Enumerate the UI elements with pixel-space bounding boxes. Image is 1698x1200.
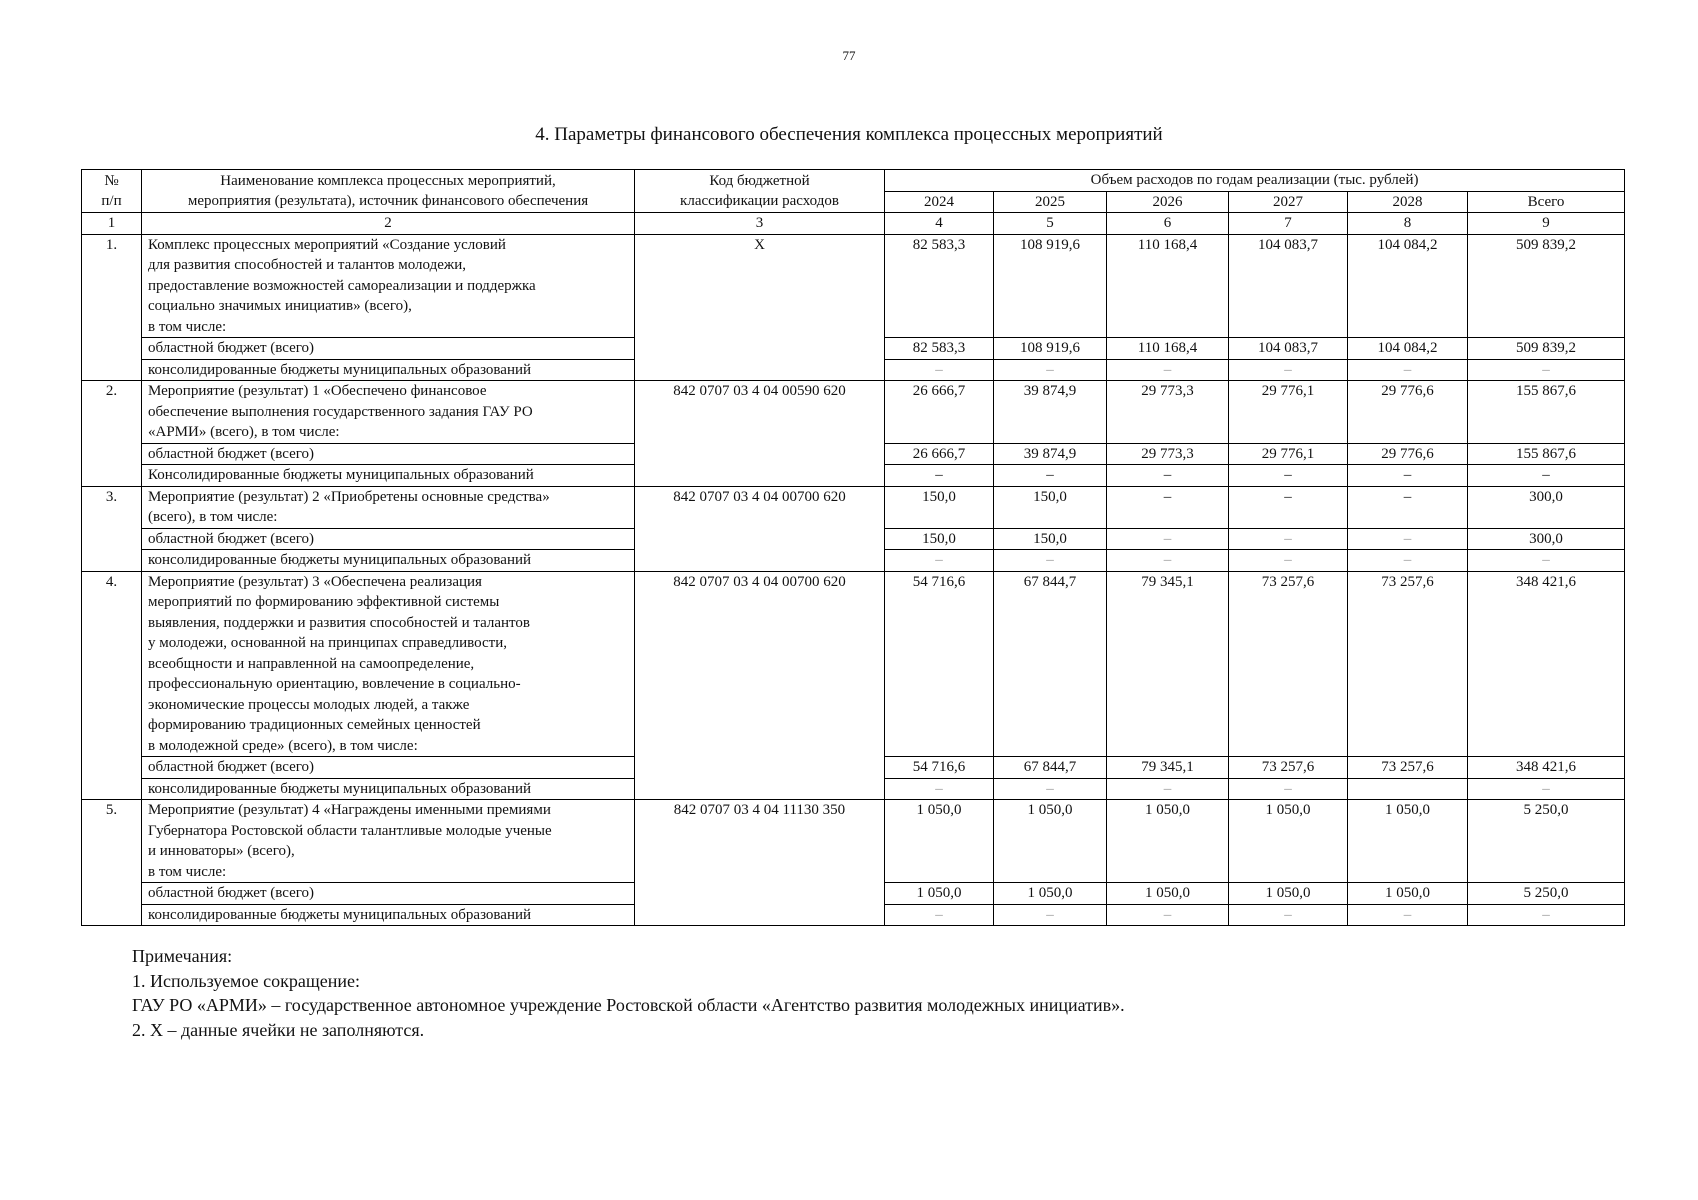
value-cell: – xyxy=(885,359,994,381)
value-cell: – xyxy=(994,550,1107,572)
value-cell: – xyxy=(1107,778,1229,800)
value-cell: – xyxy=(1348,904,1468,926)
value-cell: 104 083,7 xyxy=(1229,234,1348,338)
value-cell: – xyxy=(1348,359,1468,381)
column-number: 6 xyxy=(1107,213,1229,235)
total-cell: 348 421,6 xyxy=(1468,757,1625,779)
value-cell: 110 168,4 xyxy=(1107,234,1229,338)
column-number: 2 xyxy=(142,213,635,235)
value-cell: – xyxy=(1229,904,1348,926)
value-cell: – xyxy=(1229,465,1348,487)
value-cell: 1 050,0 xyxy=(994,800,1107,883)
budget-code: 842 0707 03 4 04 00700 620 xyxy=(635,571,885,800)
notes xyxy=(132,944,1582,1042)
note-item: 2. Х – данные ячейки не заполняются. xyxy=(132,1019,425,1040)
budget-code: 842 0707 03 4 04 00590 620 xyxy=(635,381,885,487)
value-cell: – xyxy=(1107,465,1229,487)
funding-source: областной бюджет (всего) xyxy=(142,338,635,360)
row-number: 1. xyxy=(82,234,142,381)
value-cell: 150,0 xyxy=(994,486,1107,528)
column-number: 1 xyxy=(82,213,142,235)
value-cell: 67 844,7 xyxy=(994,571,1107,757)
value-cell: 29 776,1 xyxy=(1229,443,1348,465)
value-cell: 39 874,9 xyxy=(994,381,1107,444)
header-year: 2024 xyxy=(885,191,994,213)
column-number: 8 xyxy=(1348,213,1468,235)
value-cell: – xyxy=(1229,550,1348,572)
header-code: Код бюджетной классификации расходов xyxy=(635,170,885,213)
value-cell: 104 084,2 xyxy=(1348,338,1468,360)
value-cell xyxy=(1348,778,1468,800)
value-cell: 29 773,3 xyxy=(1107,443,1229,465)
value-cell: 108 919,6 xyxy=(994,338,1107,360)
value-cell: 29 776,6 xyxy=(1348,381,1468,444)
total-cell: – xyxy=(1468,550,1625,572)
budget-code: Х xyxy=(635,234,885,381)
funding-source: областной бюджет (всего) xyxy=(142,528,635,550)
value-cell: 54 716,6 xyxy=(885,571,994,757)
note-item: 1. Используемое сокращение: xyxy=(132,970,360,991)
value-cell: – xyxy=(1348,465,1468,487)
total-cell: 5 250,0 xyxy=(1468,883,1625,905)
activity-name: Мероприятие (результат) 2 «Приобретены основные средства» (всего), в том числе: xyxy=(142,486,635,528)
table-row xyxy=(82,571,1625,757)
value-cell: – xyxy=(1348,550,1468,572)
value-cell: 73 257,6 xyxy=(1229,571,1348,757)
value-cell: 73 257,6 xyxy=(1348,757,1468,779)
table-row xyxy=(82,381,1625,444)
value-cell: – xyxy=(994,359,1107,381)
value-cell: 1 050,0 xyxy=(1229,883,1348,905)
value-cell: – xyxy=(885,465,994,487)
total-cell: 509 839,2 xyxy=(1468,338,1625,360)
funding-source: консолидированные бюджеты муниципальных образований xyxy=(142,550,635,572)
value-cell: 54 716,6 xyxy=(885,757,994,779)
value-cell: 73 257,6 xyxy=(1229,757,1348,779)
total-cell: – xyxy=(1468,359,1625,381)
total-cell: 509 839,2 xyxy=(1468,234,1625,338)
budget-code: 842 0707 03 4 04 00700 620 xyxy=(635,486,885,571)
value-cell: 1 050,0 xyxy=(1107,800,1229,883)
header-num: № п/п xyxy=(82,170,142,213)
notes-heading: Примечания: xyxy=(132,946,233,966)
page-number: 77 xyxy=(842,48,856,63)
value-cell: 39 874,9 xyxy=(994,443,1107,465)
budget-code: 842 0707 03 4 04 11130 350 xyxy=(635,800,885,926)
value-cell: 150,0 xyxy=(885,486,994,528)
column-number-row xyxy=(82,213,1625,235)
column-number: 7 xyxy=(1229,213,1348,235)
row-number: 3. xyxy=(82,486,142,571)
header-year: 2026 xyxy=(1107,191,1229,213)
funding-source: областной бюджет (всего) xyxy=(142,443,635,465)
total-cell: – xyxy=(1468,778,1625,800)
note-item: ГАУ РО «АРМИ» – государственное автономное учреждение Ростовской области «Агентство развития молодежных инициатив». xyxy=(132,995,1125,1015)
funding-source: консолидированные бюджеты муниципальных образований xyxy=(142,359,635,381)
header-year: 2025 xyxy=(994,191,1107,213)
value-cell: – xyxy=(1107,359,1229,381)
value-cell: 79 345,1 xyxy=(1107,757,1229,779)
activity-name: Мероприятие (результат) 4 «Награждены именными премиями Губернатора Ростовской области талантливые молодые ученые и инноваторы» (всего), в том числе: xyxy=(142,800,635,883)
total-cell: 155 867,6 xyxy=(1468,381,1625,444)
value-cell: – xyxy=(994,778,1107,800)
column-number: 3 xyxy=(635,213,885,235)
total-cell: 348 421,6 xyxy=(1468,571,1625,757)
value-cell: 82 583,3 xyxy=(885,234,994,338)
value-cell: – xyxy=(1348,486,1468,528)
activity-name: Комплекс процессных мероприятий «Создание условий для развития способностей и талантов молодежи, предоставление возможностей самореализации и поддержка социально значимых инициатив» (всего), в том числе: xyxy=(142,234,635,338)
total-cell: – xyxy=(1468,904,1625,926)
table-row xyxy=(82,800,1625,883)
value-cell: 1 050,0 xyxy=(994,883,1107,905)
table-row xyxy=(82,486,1625,528)
value-cell: – xyxy=(1229,528,1348,550)
value-cell: 1 050,0 xyxy=(1107,883,1229,905)
value-cell: – xyxy=(994,904,1107,926)
value-cell: 1 050,0 xyxy=(885,883,994,905)
value-cell: – xyxy=(885,904,994,926)
value-cell: – xyxy=(885,778,994,800)
value-cell: – xyxy=(1229,486,1348,528)
value-cell: 73 257,6 xyxy=(1348,571,1468,757)
total-cell: 5 250,0 xyxy=(1468,800,1625,883)
funding-source: областной бюджет (всего) xyxy=(142,757,635,779)
financing-table xyxy=(81,169,1625,926)
value-cell: – xyxy=(885,550,994,572)
value-cell: 150,0 xyxy=(994,528,1107,550)
value-cell: – xyxy=(1107,528,1229,550)
value-cell: 1 050,0 xyxy=(885,800,994,883)
value-cell: – xyxy=(1107,904,1229,926)
funding-source: Консолидированные бюджеты муниципальных образований xyxy=(142,465,635,487)
value-cell: – xyxy=(1107,486,1229,528)
value-cell: 29 776,1 xyxy=(1229,381,1348,444)
value-cell: – xyxy=(1348,528,1468,550)
value-cell: 79 345,1 xyxy=(1107,571,1229,757)
activity-name: Мероприятие (результат) 3 «Обеспечена реализация мероприятий по формированию эффективной системы выявления, поддержки и развития способностей и талантов у молодежи, основанной на принципах справедливости, всеобщности и направленной на самоопределение, профессиональную ориентацию, вовлечение в социально- экономические процессы молодых людей, а также формированию традиционных семейных ценностей в молодежной среде» (всего), в том числе: xyxy=(142,571,635,757)
row-number: 2. xyxy=(82,381,142,487)
total-cell: – xyxy=(1468,465,1625,487)
value-cell: – xyxy=(994,465,1107,487)
value-cell: 1 050,0 xyxy=(1348,883,1468,905)
header-name: Наименование комплекса процессных мероприятий, мероприятия (результата), источник финансового обеспечения xyxy=(142,170,635,213)
value-cell: 29 776,6 xyxy=(1348,443,1468,465)
funding-source: консолидированные бюджеты муниципальных образований xyxy=(142,778,635,800)
funding-source: областной бюджет (всего) xyxy=(142,883,635,905)
value-cell: – xyxy=(1229,778,1348,800)
header-year: 2028 xyxy=(1348,191,1468,213)
value-cell: 1 050,0 xyxy=(1229,800,1348,883)
value-cell: 110 168,4 xyxy=(1107,338,1229,360)
header-year: 2027 xyxy=(1229,191,1348,213)
value-cell: 104 084,2 xyxy=(1348,234,1468,338)
total-cell: 300,0 xyxy=(1468,528,1625,550)
column-number: 5 xyxy=(994,213,1107,235)
total-cell: 300,0 xyxy=(1468,486,1625,528)
value-cell: 150,0 xyxy=(885,528,994,550)
table-body xyxy=(82,234,1625,926)
value-cell: 82 583,3 xyxy=(885,338,994,360)
value-cell: 26 666,7 xyxy=(885,381,994,444)
row-number: 4. xyxy=(82,571,142,800)
header-total: Всего xyxy=(1468,191,1625,213)
table-row xyxy=(82,234,1625,338)
value-cell: 29 773,3 xyxy=(1107,381,1229,444)
activity-name: Мероприятие (результат) 1 «Обеспечено финансовое обеспечение выполнения государственного задания ГАУ РО «АРМИ» (всего), в том числе: xyxy=(142,381,635,444)
total-cell: 155 867,6 xyxy=(1468,443,1625,465)
header-volume: Объем расходов по годам реализации (тыс. рублей) xyxy=(885,170,1625,192)
row-number: 5. xyxy=(82,800,142,926)
column-number: 9 xyxy=(1468,213,1625,235)
header-row-1 xyxy=(82,170,1625,192)
value-cell: 104 083,7 xyxy=(1229,338,1348,360)
value-cell: 67 844,7 xyxy=(994,757,1107,779)
value-cell: – xyxy=(1107,550,1229,572)
section-title: 4. Параметры финансового обеспечения комплекса процессных мероприятий xyxy=(535,124,1163,145)
value-cell: 26 666,7 xyxy=(885,443,994,465)
value-cell: – xyxy=(1229,359,1348,381)
value-cell: 108 919,6 xyxy=(994,234,1107,338)
value-cell: 1 050,0 xyxy=(1348,800,1468,883)
funding-source: консолидированные бюджеты муниципальных образований xyxy=(142,904,635,926)
column-number: 4 xyxy=(885,213,994,235)
